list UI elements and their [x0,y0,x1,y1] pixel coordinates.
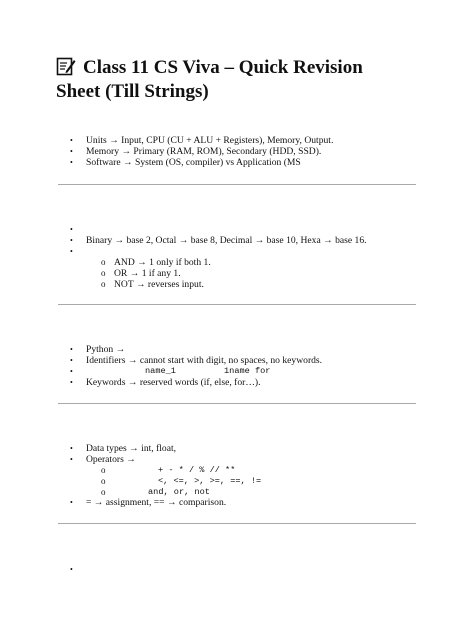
sub-list-item: NOT → reverses input. [114,279,204,290]
section-divider [58,304,416,305]
bullet: • [70,455,73,464]
title-line-1: Class 11 CS Viva – Quick Revision [83,57,363,78]
list-item: Keywords → reserved words (if, else, for…). [86,377,261,388]
sub-bullet: o [101,257,106,267]
list-item: Python → [86,344,126,355]
code-snippet: <, <=, >, >=, ==, != [158,476,262,486]
code-snippet: and, or, not [148,487,210,497]
bullet: • [70,147,73,156]
bullet: • [70,247,73,256]
bullet: • [70,367,73,376]
sub-bullet: o [101,476,106,486]
list-item: Memory → Primary (RAM, ROM), Secondary (HDD, SSD). [86,146,322,157]
bullet: • [70,565,73,574]
sub-list-item: OR → 1 if any 1. [114,268,181,279]
sub-bullet: o [101,268,106,278]
bullet: • [70,345,73,354]
memo-icon [56,56,76,76]
list-item: = → assignment, == → comparison. [86,497,227,508]
bullet: • [70,498,73,507]
title-line-2: Sheet (Till Strings) [56,81,209,102]
bullet: • [70,236,73,245]
code-snippet: name_1 [145,366,176,376]
list-item: Operators → [86,454,136,465]
list-item: Software → System (OS, compiler) vs Application (MS [86,157,301,168]
bullet: • [70,158,73,167]
sub-list-item: AND → 1 only if both 1. [114,257,211,268]
bullet: • [70,225,73,234]
bullet: • [70,444,73,453]
sub-bullet: o [101,487,106,497]
bullet: • [70,136,73,145]
list-item: Identifiers → cannot start with digit, no spaces, no keywords. [86,355,323,366]
section-divider [58,184,416,185]
list-item: Binary → base 2, Octal → base 8, Decimal → base 10, Hexa → base 16. [86,235,367,246]
section-divider [58,523,416,524]
list-item: Data types → int, float, [86,443,177,454]
bullet: • [70,378,73,387]
sub-bullet: o [101,279,106,289]
list-item: Units → Input, CPU (CU + ALU + Registers), Memory, Output. [86,135,334,146]
page-title [56,56,456,104]
code-snippet: 1name for [224,366,271,376]
sub-bullet: o [101,465,106,475]
bullet: • [70,356,73,365]
code-snippet: + - * / % // ** [158,465,236,475]
section-divider [58,403,416,404]
